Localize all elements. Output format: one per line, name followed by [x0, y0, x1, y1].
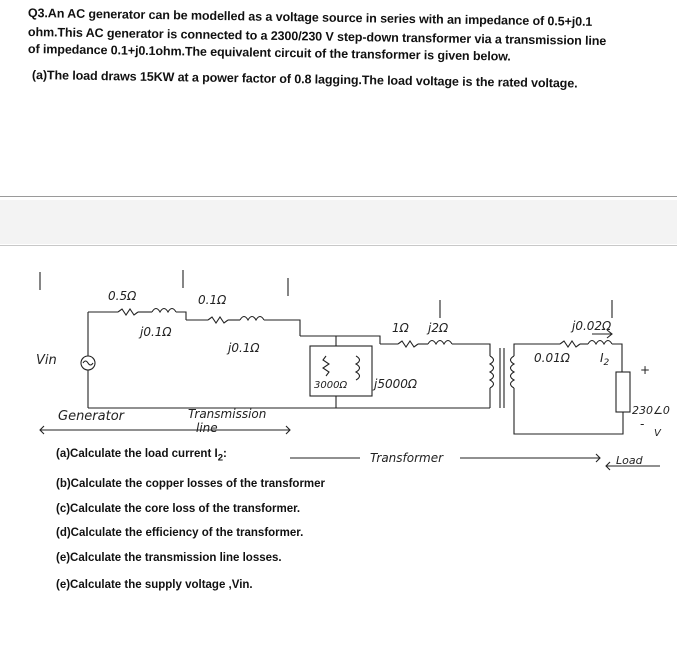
core-x-label: j5000Ω	[374, 377, 418, 391]
current-letter: I	[600, 351, 604, 365]
current-subscript: 2	[603, 358, 610, 368]
question-line-1-text: Q3.An AC generator can be modelled as a voltage source in series with an impedance of 0.5+j	[27, 6, 576, 29]
transformer-label: Transformer	[370, 451, 444, 465]
load-minus: -	[640, 417, 645, 431]
load-bottom	[600, 412, 623, 434]
line-inductor	[240, 317, 264, 321]
source-label: Vin	[36, 353, 57, 368]
prim-wire-3	[452, 344, 490, 356]
generator-label: Generator	[58, 409, 125, 424]
gen-inductor	[152, 309, 176, 313]
gen-resistor	[118, 309, 138, 315]
load-plus: +	[640, 363, 651, 377]
load-box	[616, 372, 630, 412]
prim-inductor	[428, 341, 452, 345]
sub-question-a-text: (a)Calculate the load current I	[56, 448, 218, 460]
prim-resistor	[398, 341, 418, 347]
source-tilde	[83, 361, 93, 365]
question-line-1-tail: 0.1	[575, 14, 593, 29]
load-v-label: V	[654, 428, 661, 439]
prim-r-label: 1Ω	[392, 321, 409, 335]
page-gap	[0, 200, 677, 244]
sec-resistor	[560, 341, 580, 347]
transmission-label: Transmission	[188, 407, 267, 421]
prim-x-label: j2Ω	[428, 321, 449, 335]
section-divider	[0, 196, 677, 197]
line-x-label: j0.1Ω	[228, 341, 260, 355]
current-label	[600, 351, 610, 368]
gen-r-label: 0.5Ω	[108, 289, 137, 303]
sec-r-label: 0.01Ω	[534, 351, 570, 365]
transformer-span-arrow	[290, 454, 600, 462]
sec-x-label: j0.02Ω	[572, 319, 612, 333]
core-lines	[500, 348, 504, 408]
line-label: line	[196, 421, 218, 435]
primary-coil	[490, 356, 494, 388]
load-label: Load	[616, 454, 643, 467]
gen-span-arrow	[40, 426, 180, 434]
line-r-label: 0.1Ω	[198, 293, 227, 307]
sub-question-f: (e)Calculate the supply voltage ,Vin.	[56, 579, 253, 591]
question-line-3: of impedance 0.1+j0.1ohm.The equivalent circuit of the transformer is given below.	[27, 42, 511, 64]
core-inductor	[356, 356, 360, 380]
sub-question-a-tail: :	[223, 448, 227, 460]
secondary-bottom	[514, 388, 600, 434]
gen-x-label: j0.1Ω	[140, 325, 172, 339]
question-line-2: ohm.This AC generator is connected to a 2300/230 V step-down transformer via a transmission line	[27, 25, 607, 49]
core-resistor	[323, 356, 329, 376]
sub-question-a	[56, 448, 227, 463]
line-resistor	[208, 317, 228, 323]
core-r-label: 3000Ω	[314, 380, 348, 391]
sub-question-a-subscript: 2	[217, 452, 224, 464]
secondary-coil	[511, 356, 515, 388]
load-voltage-label: 230∠0	[632, 404, 670, 417]
top-bus	[300, 336, 380, 344]
sub-question-b: (b)Calculate the copper losses of the transformer	[56, 478, 326, 490]
sub-question-c: (c)Calculate the core loss of the transformer.	[56, 503, 301, 515]
gen-wire-3	[176, 312, 186, 320]
sec-inductor	[588, 341, 612, 345]
question-line-4: (a)The load draws 15KW at a power factor of 0.8 lagging.The load voltage is the rated voltage.	[31, 68, 578, 91]
line-wire-3	[264, 320, 300, 336]
sub-question-d: (d)Calculate the efficiency of the transformer.	[56, 527, 304, 539]
sec-wire-3	[612, 344, 622, 372]
sub-question-e: (e)Calculate the transmission line losses.	[56, 552, 282, 564]
section-divider-2	[0, 245, 677, 246]
